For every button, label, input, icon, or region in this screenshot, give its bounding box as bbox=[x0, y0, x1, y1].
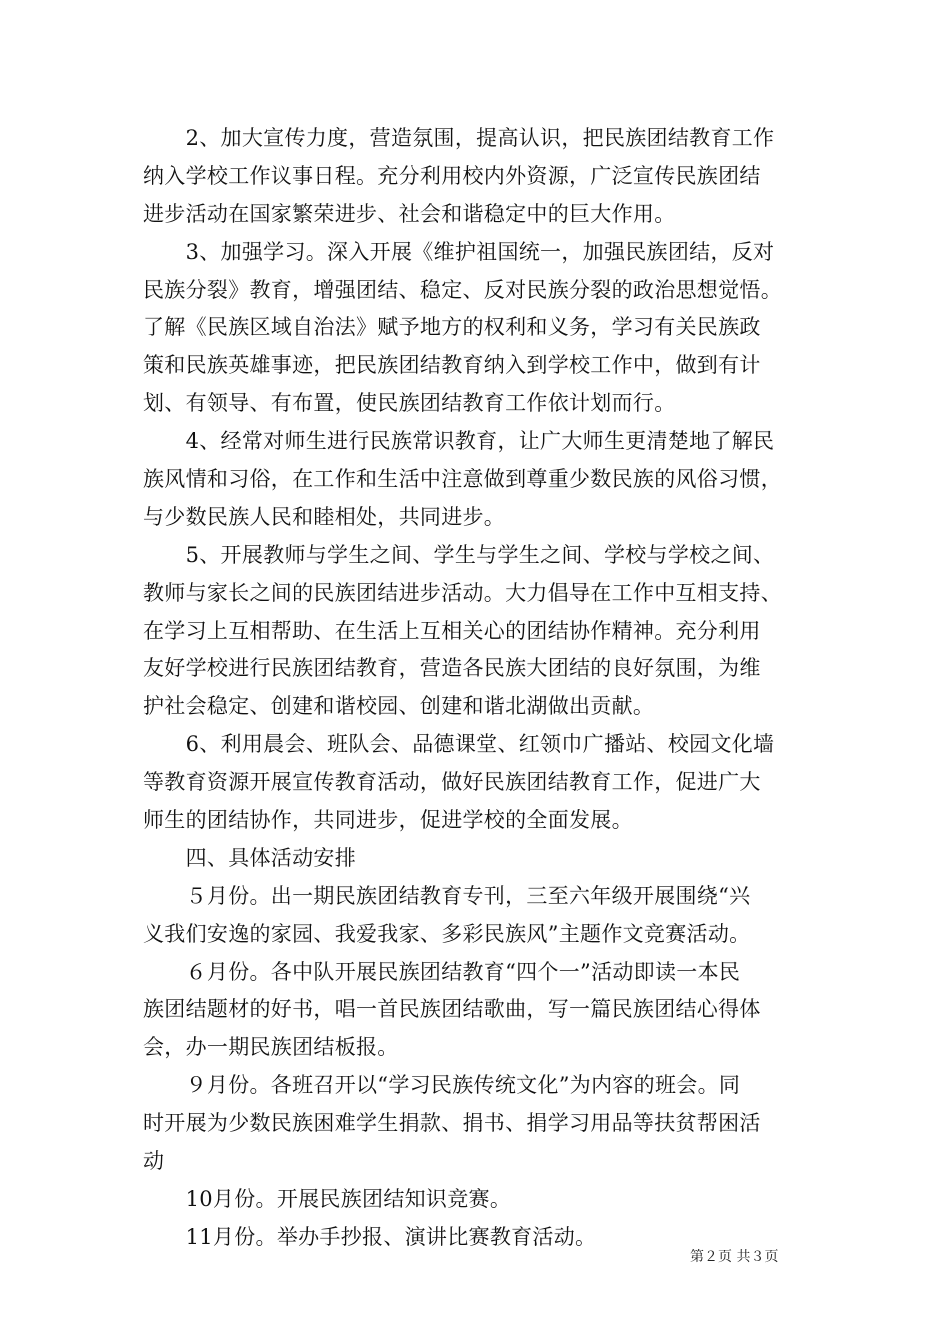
text-line: 四、具体活动安排 bbox=[143, 845, 356, 870]
text-line: 4、经常对师生进行民族常识教育，让广大师生更清楚地了解民 bbox=[143, 429, 775, 454]
document-body bbox=[143, 120, 813, 1257]
page-number-footer: 第２页 共３页 bbox=[690, 1249, 779, 1265]
text-line: 在学习上互相帮助、在生活上互相关心的团结协作精神。充分利用 bbox=[143, 618, 761, 643]
text-line: ５月份。出一期民族团结教育专刊，三至六年级开展围绕“兴 bbox=[143, 883, 751, 908]
text-line: 10月份。开展民族团结知识竞赛。 bbox=[143, 1186, 512, 1211]
text-line: 护社会稳定、创建和谐校园、创建和谐北湖做出贡献。 bbox=[143, 694, 655, 719]
text-line: 族风情和习俗，在工作和生活中注意做到尊重少数民族的风俗习惯， bbox=[143, 467, 782, 492]
text-line: ９月份。各班召开以“学习民族传统文化”为内容的班会。同 bbox=[143, 1073, 741, 1098]
text-line: 策和民族英雄事迹，把民族团结教育纳入到学校工作中，做到有计 bbox=[143, 353, 761, 378]
text-line: 与少数民族人民和睦相处，共同进步。 bbox=[143, 504, 506, 529]
text-line: 族团结题材的好书，唱一首民族团结歌曲，写一篇民族团结心得体 bbox=[143, 997, 761, 1022]
text-line: 友好学校进行民族团结教育，营造各民族大团结的良好氛围，为维 bbox=[143, 656, 761, 681]
text-line: 进步活动在国家繁荣进步、社会和谐稳定中的巨大作用。 bbox=[143, 201, 676, 226]
text-line: 11月份。举办手抄报、演讲比赛教育活动。 bbox=[143, 1224, 597, 1249]
text-line: 3、加强学习。深入开展《维护祖国统一，加强民族团结，反对 bbox=[143, 239, 775, 264]
text-line: 教师与家长之间的民族团结进步活动。大力倡导在工作中互相支持、 bbox=[143, 580, 782, 605]
text-line: 动 bbox=[143, 1149, 165, 1174]
text-line: 划、有领导、有布置，使民族团结教育工作依计划而行。 bbox=[143, 391, 676, 416]
text-line: 师生的团结协作，共同进步，促进学校的全面发展。 bbox=[143, 808, 633, 833]
text-line: 6、利用晨会、班队会、品德课堂、红领巾广播站、校园文化墙 bbox=[143, 732, 775, 757]
text-line: 时开展为少数民族困难学生捐款、捐书、捐学习用品等扶贫帮困活 bbox=[143, 1111, 761, 1136]
text-line: 了解《民族区域自治法》赋予地方的权利和义务，学习有关民族政 bbox=[143, 315, 761, 340]
text-line: 2、加大宣传力度，营造氛围，提高认识，把民族团结教育工作 bbox=[143, 126, 775, 150]
text-line: ６月份。各中队开展民族团结教育“四个一”活动即读一本民 bbox=[143, 959, 741, 984]
text-line: 5、开展教师与学生之间、学生与学生之间、学校与学校之间、 bbox=[143, 542, 775, 567]
text-line: 义我们安逸的家园、我爱我家、多彩民族风”主题作文竞赛活动。 bbox=[143, 921, 751, 946]
text-line: 纳入学校工作议事日程。充分利用校内外资源，广泛宣传民族团结 bbox=[143, 163, 761, 188]
text-line: 会，办一期民族团结板报。 bbox=[143, 1035, 399, 1060]
text-line: 民族分裂》教育，增强团结、稳定、反对民族分裂的政治思想觉悟。 bbox=[143, 277, 782, 302]
text-line: 等教育资源开展宣传教育活动，做好民族团结教育工作，促进广大 bbox=[143, 770, 761, 795]
